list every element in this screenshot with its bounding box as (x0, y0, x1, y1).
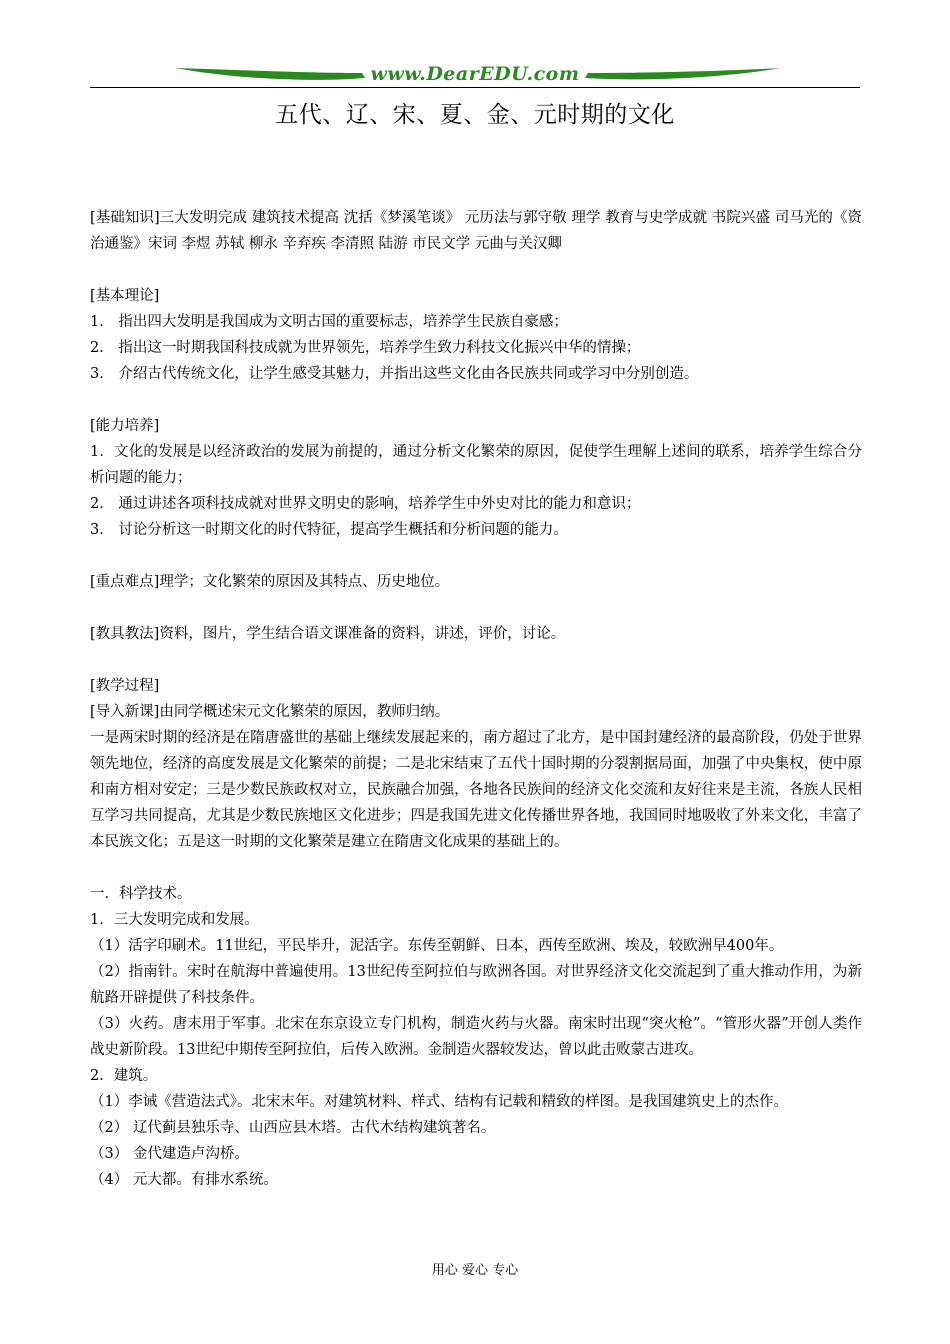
key-points: [重点难点]理学；文化繁荣的原因及其特点、历史地位。 (90, 574, 450, 590)
architecture-item: （3） 金代建造卢沟桥。 (90, 1146, 249, 1162)
ability-heading: [能力培养] (90, 418, 160, 434)
subsection-heading: 2．建筑。 (90, 1068, 158, 1084)
subsection-heading: 1．三大发明完成和发展。 (90, 912, 259, 928)
reasons-paragraph: 一是两宋时期的经济是在隋唐盛世的基础上继续发展起来的，南方超过了北方，是中国封建经济的最高阶段，仍处于世界领先地位，经济的高度发展是文化繁荣的前提；二是北宋结束了五代十国时期的分裂割据局面，加强了中央集权，使中原和南方相对安定；三是少数民族政权对立，民族融合加强，各地各民族间的经济文化交流和友好往来是主流，各族人民相互学习共同提高，尤其是少数民族地区文化进步；四是我国先进文化传播世界各地，我国同时地吸收了外来文化，丰富了本民族文化；五是这一时期的文化繁荣是建立在隋唐文化成果的基础上的。 (90, 730, 862, 850)
invention-item: （2）指南针。宋时在航海中普遍使用。13世纪传至阿拉伯与欧洲各国。对世界经济文化交流起到了重大推动作用，为新航路开辟提供了科技条件。 (90, 964, 862, 1006)
architecture-item: （1）李诫《营造法式》。北宋末年。对建筑材料、样式、结构有记载和精致的样图。是我国建筑史上的杰作。 (90, 1094, 788, 1110)
process-heading: [教学过程] (90, 678, 160, 694)
intro-paragraph: [导入新课]由同学概述宋元文化繁荣的原因，教师归纳。 (90, 704, 450, 720)
ability-item: 1．文化的发展是以经济政治的发展为前提的，通过分析文化繁荣的原因，促使学生理解上述间的联系，培养学生综合分析问题的能力； (90, 444, 862, 486)
ability-item: 3． 讨论分析这一时期文化的时代特征，提高学生概括和分析问题的能力。 (90, 522, 568, 538)
theory-item: 2． 指出这一时期我国科技成就为世界领先，培养学生致力科技文化振兴中华的情操； (90, 340, 641, 356)
architecture-item: （2） 辽代蓟县独乐寺、山西应县木塔。古代木结构建筑著名。 (90, 1120, 496, 1136)
theory-item: 3． 介绍古代传统文化，让学生感受其魅力，并指出这些文化由各民族共同或学习中分别创造。 (90, 366, 699, 382)
page-footer: 用心 爱心 专心 (431, 1263, 519, 1278)
invention-item: （1）活字印刷术。11世纪，平民毕升，泥活字。东传至朝鲜、日本，西传至欧洲、埃及，较欧洲早400年。 (90, 938, 784, 954)
site-logo-text: www.DearEDU.com (370, 63, 580, 85)
header-rule (90, 87, 860, 88)
theory-item: 1． 指出四大发明是我国成为文明古国的重要标志，培养学生民族自豪感； (90, 314, 568, 330)
invention-item: （3）火药。唐末用于军事。北宋在东京设立专门机构，制造火药与火器。南宋时出现“突火枪”。“管形火器”开创人类作战史新阶段。13世纪中期传至阿拉伯，后传入欧洲。金制造火器较发达，曾以此击败蒙古进攻。 (90, 1016, 862, 1058)
basic-knowledge: [基础知识]三大发明完成 建筑技术提高 沈括《梦溪笔谈》 元历法与郭守敬 理学 教育与史学成就 书院兴盛 司马光的《资治通鉴》宋词 李煜 苏轼 柳永 辛弃疾 李清照 陆游 市民文学 元曲与关汉卿 (90, 210, 862, 252)
document-title: 五代、辽、宋、夏、金、元时期的文化 (275, 102, 675, 128)
teaching-methods: [教具教法]资料，图片，学生结合语文课准备的资料，讲述，评价，讨论。 (90, 626, 566, 642)
theory-heading: [基本理论] (90, 288, 160, 304)
section-heading: 一．科学技术。 (90, 886, 192, 902)
document-body (90, 205, 862, 1193)
ability-item: 2． 通过讲述各项科技成就对世界文明史的影响，培养学生中外史对比的能力和意识； (90, 496, 641, 512)
architecture-item: （4） 元大都。有排水系统。 (90, 1172, 278, 1188)
page-header (90, 60, 860, 90)
